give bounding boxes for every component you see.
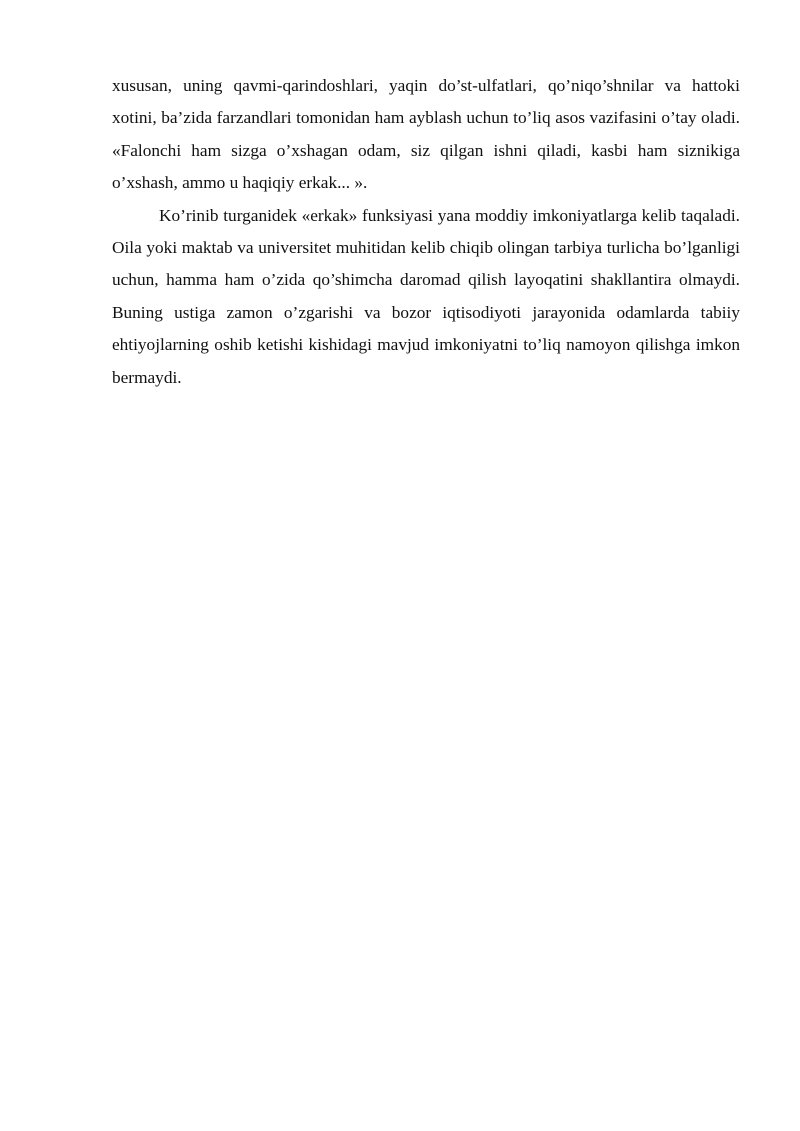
paragraph-continuation: xususan, uning qavmi-qarindoshlari, yaqin do’st-ulfatlari, qo’niqo’shnilar va hattoki xotini, ba’zida farzandlari tomonidan ham ayblash uchun to’liq asos vazifasini o’tay oladi. «Falonchi ham sizga o’xshagan odam, siz qilgan ishni qiladi, kasbi ham siznikiga o’xshash, ammo u haqiqiy erkak... ». bbox=[112, 76, 740, 193]
paragraph: Ko’rinib turganidek «erkak» funksiyasi yana moddiy imkoniyatlarga kelib taqaladi. Oila yoki maktab va universitet muhitidan kelib chiqib olingan tarbiya turlicha bo’lganligi uchun, hamma ham o’zida qo’shimcha daromad qilish layoqatini shakllantira olmaydi. Buning ustiga zamon o’zgarishi va bozor iqtisodiyoti jarayonida odamlarda tabiiy ehtiyojlarning oshib ketishi kishidagi mavjud imkoniyatni to’liq namoyon qilishga imkon bermaydi. bbox=[112, 205, 740, 387]
body-text bbox=[112, 70, 740, 394]
